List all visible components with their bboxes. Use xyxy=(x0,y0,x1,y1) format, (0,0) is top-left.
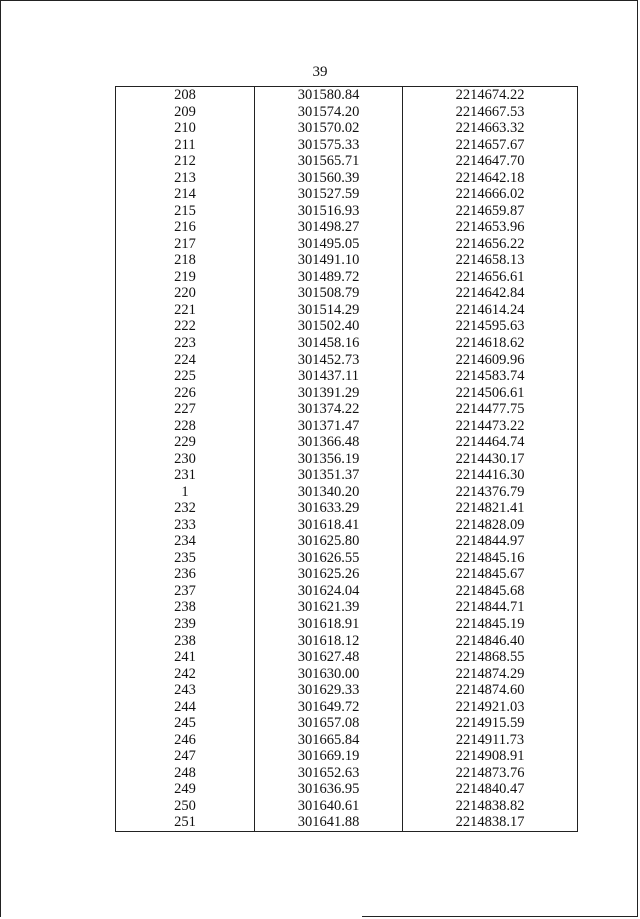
page-bottom-edge xyxy=(362,916,638,917)
point-number-cell: 224 xyxy=(116,352,255,369)
y-coordinate-cell: 2214464.74 xyxy=(403,434,578,451)
x-coordinate-cell: 301508.79 xyxy=(255,285,403,302)
y-coordinate-cell: 2214609.96 xyxy=(403,352,578,369)
table-row xyxy=(116,732,578,749)
table-row xyxy=(116,269,578,286)
table-row xyxy=(116,616,578,633)
point-number-cell: 241 xyxy=(116,649,255,666)
y-coordinate-cell: 2214642.84 xyxy=(403,285,578,302)
y-coordinate-cell: 2214647.70 xyxy=(403,153,578,170)
table-row xyxy=(116,666,578,683)
y-coordinate-cell: 2214657.67 xyxy=(403,137,578,154)
y-coordinate-cell: 2214618.62 xyxy=(403,335,578,352)
table-row xyxy=(116,814,578,831)
y-coordinate-cell: 2214821.41 xyxy=(403,500,578,517)
x-coordinate-cell: 301502.40 xyxy=(255,318,403,335)
y-coordinate-cell: 2214911.73 xyxy=(403,732,578,749)
y-coordinate-cell: 2214659.87 xyxy=(403,203,578,220)
x-coordinate-cell: 301391.29 xyxy=(255,385,403,402)
x-coordinate-cell: 301630.00 xyxy=(255,666,403,683)
table-row xyxy=(116,715,578,732)
point-number-cell: 250 xyxy=(116,798,255,815)
y-coordinate-cell: 2214838.17 xyxy=(403,814,578,831)
x-coordinate-cell: 301657.08 xyxy=(255,715,403,732)
table-row xyxy=(116,566,578,583)
point-number-cell: 231 xyxy=(116,467,255,484)
x-coordinate-cell: 301669.19 xyxy=(255,748,403,765)
x-coordinate-cell: 301495.05 xyxy=(255,236,403,253)
y-coordinate-cell: 2214376.79 xyxy=(403,484,578,501)
point-number-cell: 212 xyxy=(116,153,255,170)
table-row xyxy=(116,781,578,798)
table-row xyxy=(116,533,578,550)
point-number-cell: 211 xyxy=(116,137,255,154)
table-row xyxy=(116,517,578,534)
y-coordinate-cell: 2214595.63 xyxy=(403,318,578,335)
point-number-cell: 247 xyxy=(116,748,255,765)
x-coordinate-cell: 301458.16 xyxy=(255,335,403,352)
y-coordinate-cell: 2214915.59 xyxy=(403,715,578,732)
table-row xyxy=(116,120,578,137)
y-coordinate-cell: 2214667.53 xyxy=(403,104,578,121)
x-coordinate-cell: 301627.48 xyxy=(255,649,403,666)
coordinates-table xyxy=(115,86,578,832)
y-coordinate-cell: 2214642.18 xyxy=(403,170,578,187)
table-row xyxy=(116,401,578,418)
x-coordinate-cell: 301560.39 xyxy=(255,170,403,187)
y-coordinate-cell: 2214674.22 xyxy=(403,87,578,104)
point-number-cell: 209 xyxy=(116,104,255,121)
x-coordinate-cell: 301575.33 xyxy=(255,137,403,154)
x-coordinate-cell: 301366.48 xyxy=(255,434,403,451)
table-row xyxy=(116,104,578,121)
x-coordinate-cell: 301565.71 xyxy=(255,153,403,170)
x-coordinate-cell: 301641.88 xyxy=(255,814,403,831)
point-number-cell: 244 xyxy=(116,699,255,716)
table-row xyxy=(116,682,578,699)
y-coordinate-cell: 2214921.03 xyxy=(403,699,578,716)
y-coordinate-cell: 2214874.60 xyxy=(403,682,578,699)
point-number-cell: 238 xyxy=(116,633,255,650)
table-row xyxy=(116,765,578,782)
coordinates-table-body xyxy=(116,87,578,832)
x-coordinate-cell: 301625.80 xyxy=(255,533,403,550)
point-number-cell: 208 xyxy=(116,87,255,104)
x-coordinate-cell: 301351.37 xyxy=(255,467,403,484)
table-row xyxy=(116,203,578,220)
table-row xyxy=(116,699,578,716)
x-coordinate-cell: 301574.20 xyxy=(255,104,403,121)
table-row xyxy=(116,748,578,765)
point-number-cell: 214 xyxy=(116,186,255,203)
point-number-cell: 213 xyxy=(116,170,255,187)
x-coordinate-cell: 301621.39 xyxy=(255,599,403,616)
point-number-cell: 219 xyxy=(116,269,255,286)
x-coordinate-cell: 301570.02 xyxy=(255,120,403,137)
point-number-cell: 242 xyxy=(116,666,255,683)
x-coordinate-cell: 301618.41 xyxy=(255,517,403,534)
y-coordinate-cell: 2214845.16 xyxy=(403,550,578,567)
point-number-cell: 246 xyxy=(116,732,255,749)
y-coordinate-cell: 2214656.61 xyxy=(403,269,578,286)
x-coordinate-cell: 301516.93 xyxy=(255,203,403,220)
x-coordinate-cell: 301652.63 xyxy=(255,765,403,782)
x-coordinate-cell: 301371.47 xyxy=(255,418,403,435)
y-coordinate-cell: 2214873.76 xyxy=(403,765,578,782)
x-coordinate-cell: 301340.20 xyxy=(255,484,403,501)
x-coordinate-cell: 301633.29 xyxy=(255,500,403,517)
point-number-cell: 223 xyxy=(116,335,255,352)
x-coordinate-cell: 301356.19 xyxy=(255,451,403,468)
y-coordinate-cell: 2214477.75 xyxy=(403,401,578,418)
table-row xyxy=(116,500,578,517)
table-row xyxy=(116,434,578,451)
point-number-cell: 229 xyxy=(116,434,255,451)
table-row xyxy=(116,550,578,567)
y-coordinate-cell: 2214868.55 xyxy=(403,649,578,666)
point-number-cell: 225 xyxy=(116,368,255,385)
x-coordinate-cell: 301629.33 xyxy=(255,682,403,699)
y-coordinate-cell: 2214658.13 xyxy=(403,252,578,269)
point-number-cell: 226 xyxy=(116,385,255,402)
table-row xyxy=(116,418,578,435)
y-coordinate-cell: 2214583.74 xyxy=(403,368,578,385)
y-coordinate-cell: 2214844.71 xyxy=(403,599,578,616)
y-coordinate-cell: 2214845.19 xyxy=(403,616,578,633)
table-row xyxy=(116,633,578,650)
x-coordinate-cell: 301624.04 xyxy=(255,583,403,600)
x-coordinate-cell: 301452.73 xyxy=(255,352,403,369)
y-coordinate-cell: 2214838.82 xyxy=(403,798,578,815)
x-coordinate-cell: 301636.95 xyxy=(255,781,403,798)
y-coordinate-cell: 2214874.29 xyxy=(403,666,578,683)
table-row xyxy=(116,583,578,600)
y-coordinate-cell: 2214828.09 xyxy=(403,517,578,534)
table-row xyxy=(116,352,578,369)
point-number-cell: 227 xyxy=(116,401,255,418)
x-coordinate-cell: 301491.10 xyxy=(255,252,403,269)
x-coordinate-cell: 301626.55 xyxy=(255,550,403,567)
y-coordinate-cell: 2214430.17 xyxy=(403,451,578,468)
table-row xyxy=(116,484,578,501)
table-row xyxy=(116,137,578,154)
point-number-cell: 230 xyxy=(116,451,255,468)
table-row xyxy=(116,87,578,104)
x-coordinate-cell: 301489.72 xyxy=(255,269,403,286)
point-number-cell: 235 xyxy=(116,550,255,567)
x-coordinate-cell: 301618.12 xyxy=(255,633,403,650)
table-row xyxy=(116,252,578,269)
table-row xyxy=(116,170,578,187)
table-row xyxy=(116,153,578,170)
y-coordinate-cell: 2214908.91 xyxy=(403,748,578,765)
table-row xyxy=(116,467,578,484)
point-number-cell: 228 xyxy=(116,418,255,435)
point-number-cell: 218 xyxy=(116,252,255,269)
table-row xyxy=(116,302,578,319)
point-number-cell: 1 xyxy=(116,484,255,501)
x-coordinate-cell: 301640.61 xyxy=(255,798,403,815)
point-number-cell: 251 xyxy=(116,814,255,831)
table-row xyxy=(116,335,578,352)
point-number-cell: 234 xyxy=(116,533,255,550)
y-coordinate-cell: 2214656.22 xyxy=(403,236,578,253)
table-row xyxy=(116,219,578,236)
y-coordinate-cell: 2214844.97 xyxy=(403,533,578,550)
point-number-cell: 217 xyxy=(116,236,255,253)
x-coordinate-cell: 301498.27 xyxy=(255,219,403,236)
point-number-cell: 215 xyxy=(116,203,255,220)
y-coordinate-cell: 2214663.32 xyxy=(403,120,578,137)
y-coordinate-cell: 2214614.24 xyxy=(403,302,578,319)
y-coordinate-cell: 2214666.02 xyxy=(403,186,578,203)
x-coordinate-cell: 301618.91 xyxy=(255,616,403,633)
table-row xyxy=(116,236,578,253)
point-number-cell: 210 xyxy=(116,120,255,137)
point-number-cell: 239 xyxy=(116,616,255,633)
point-number-cell: 221 xyxy=(116,302,255,319)
x-coordinate-cell: 301649.72 xyxy=(255,699,403,716)
table-row xyxy=(116,318,578,335)
point-number-cell: 220 xyxy=(116,285,255,302)
x-coordinate-cell: 301580.84 xyxy=(255,87,403,104)
y-coordinate-cell: 2214473.22 xyxy=(403,418,578,435)
y-coordinate-cell: 2214845.67 xyxy=(403,566,578,583)
table-row xyxy=(116,451,578,468)
x-coordinate-cell: 301514.29 xyxy=(255,302,403,319)
point-number-cell: 222 xyxy=(116,318,255,335)
point-number-cell: 243 xyxy=(116,682,255,699)
point-number-cell: 245 xyxy=(116,715,255,732)
y-coordinate-cell: 2214506.61 xyxy=(403,385,578,402)
x-coordinate-cell: 301374.22 xyxy=(255,401,403,418)
page-number: 39 xyxy=(312,64,328,80)
y-coordinate-cell: 2214416.30 xyxy=(403,467,578,484)
table-row xyxy=(116,368,578,385)
y-coordinate-cell: 2214653.96 xyxy=(403,219,578,236)
point-number-cell: 249 xyxy=(116,781,255,798)
y-coordinate-cell: 2214845.68 xyxy=(403,583,578,600)
point-number-cell: 233 xyxy=(116,517,255,534)
table-row xyxy=(116,798,578,815)
x-coordinate-cell: 301625.26 xyxy=(255,566,403,583)
point-number-cell: 238 xyxy=(116,599,255,616)
point-number-cell: 248 xyxy=(116,765,255,782)
table-row xyxy=(116,599,578,616)
x-coordinate-cell: 301437.11 xyxy=(255,368,403,385)
table-row xyxy=(116,649,578,666)
table-row xyxy=(116,285,578,302)
y-coordinate-cell: 2214840.47 xyxy=(403,781,578,798)
x-coordinate-cell: 301665.84 xyxy=(255,732,403,749)
point-number-cell: 237 xyxy=(116,583,255,600)
x-coordinate-cell: 301527.59 xyxy=(255,186,403,203)
point-number-cell: 216 xyxy=(116,219,255,236)
point-number-cell: 236 xyxy=(116,566,255,583)
table-row xyxy=(116,186,578,203)
point-number-cell: 232 xyxy=(116,500,255,517)
y-coordinate-cell: 2214846.40 xyxy=(403,633,578,650)
table-row xyxy=(116,385,578,402)
